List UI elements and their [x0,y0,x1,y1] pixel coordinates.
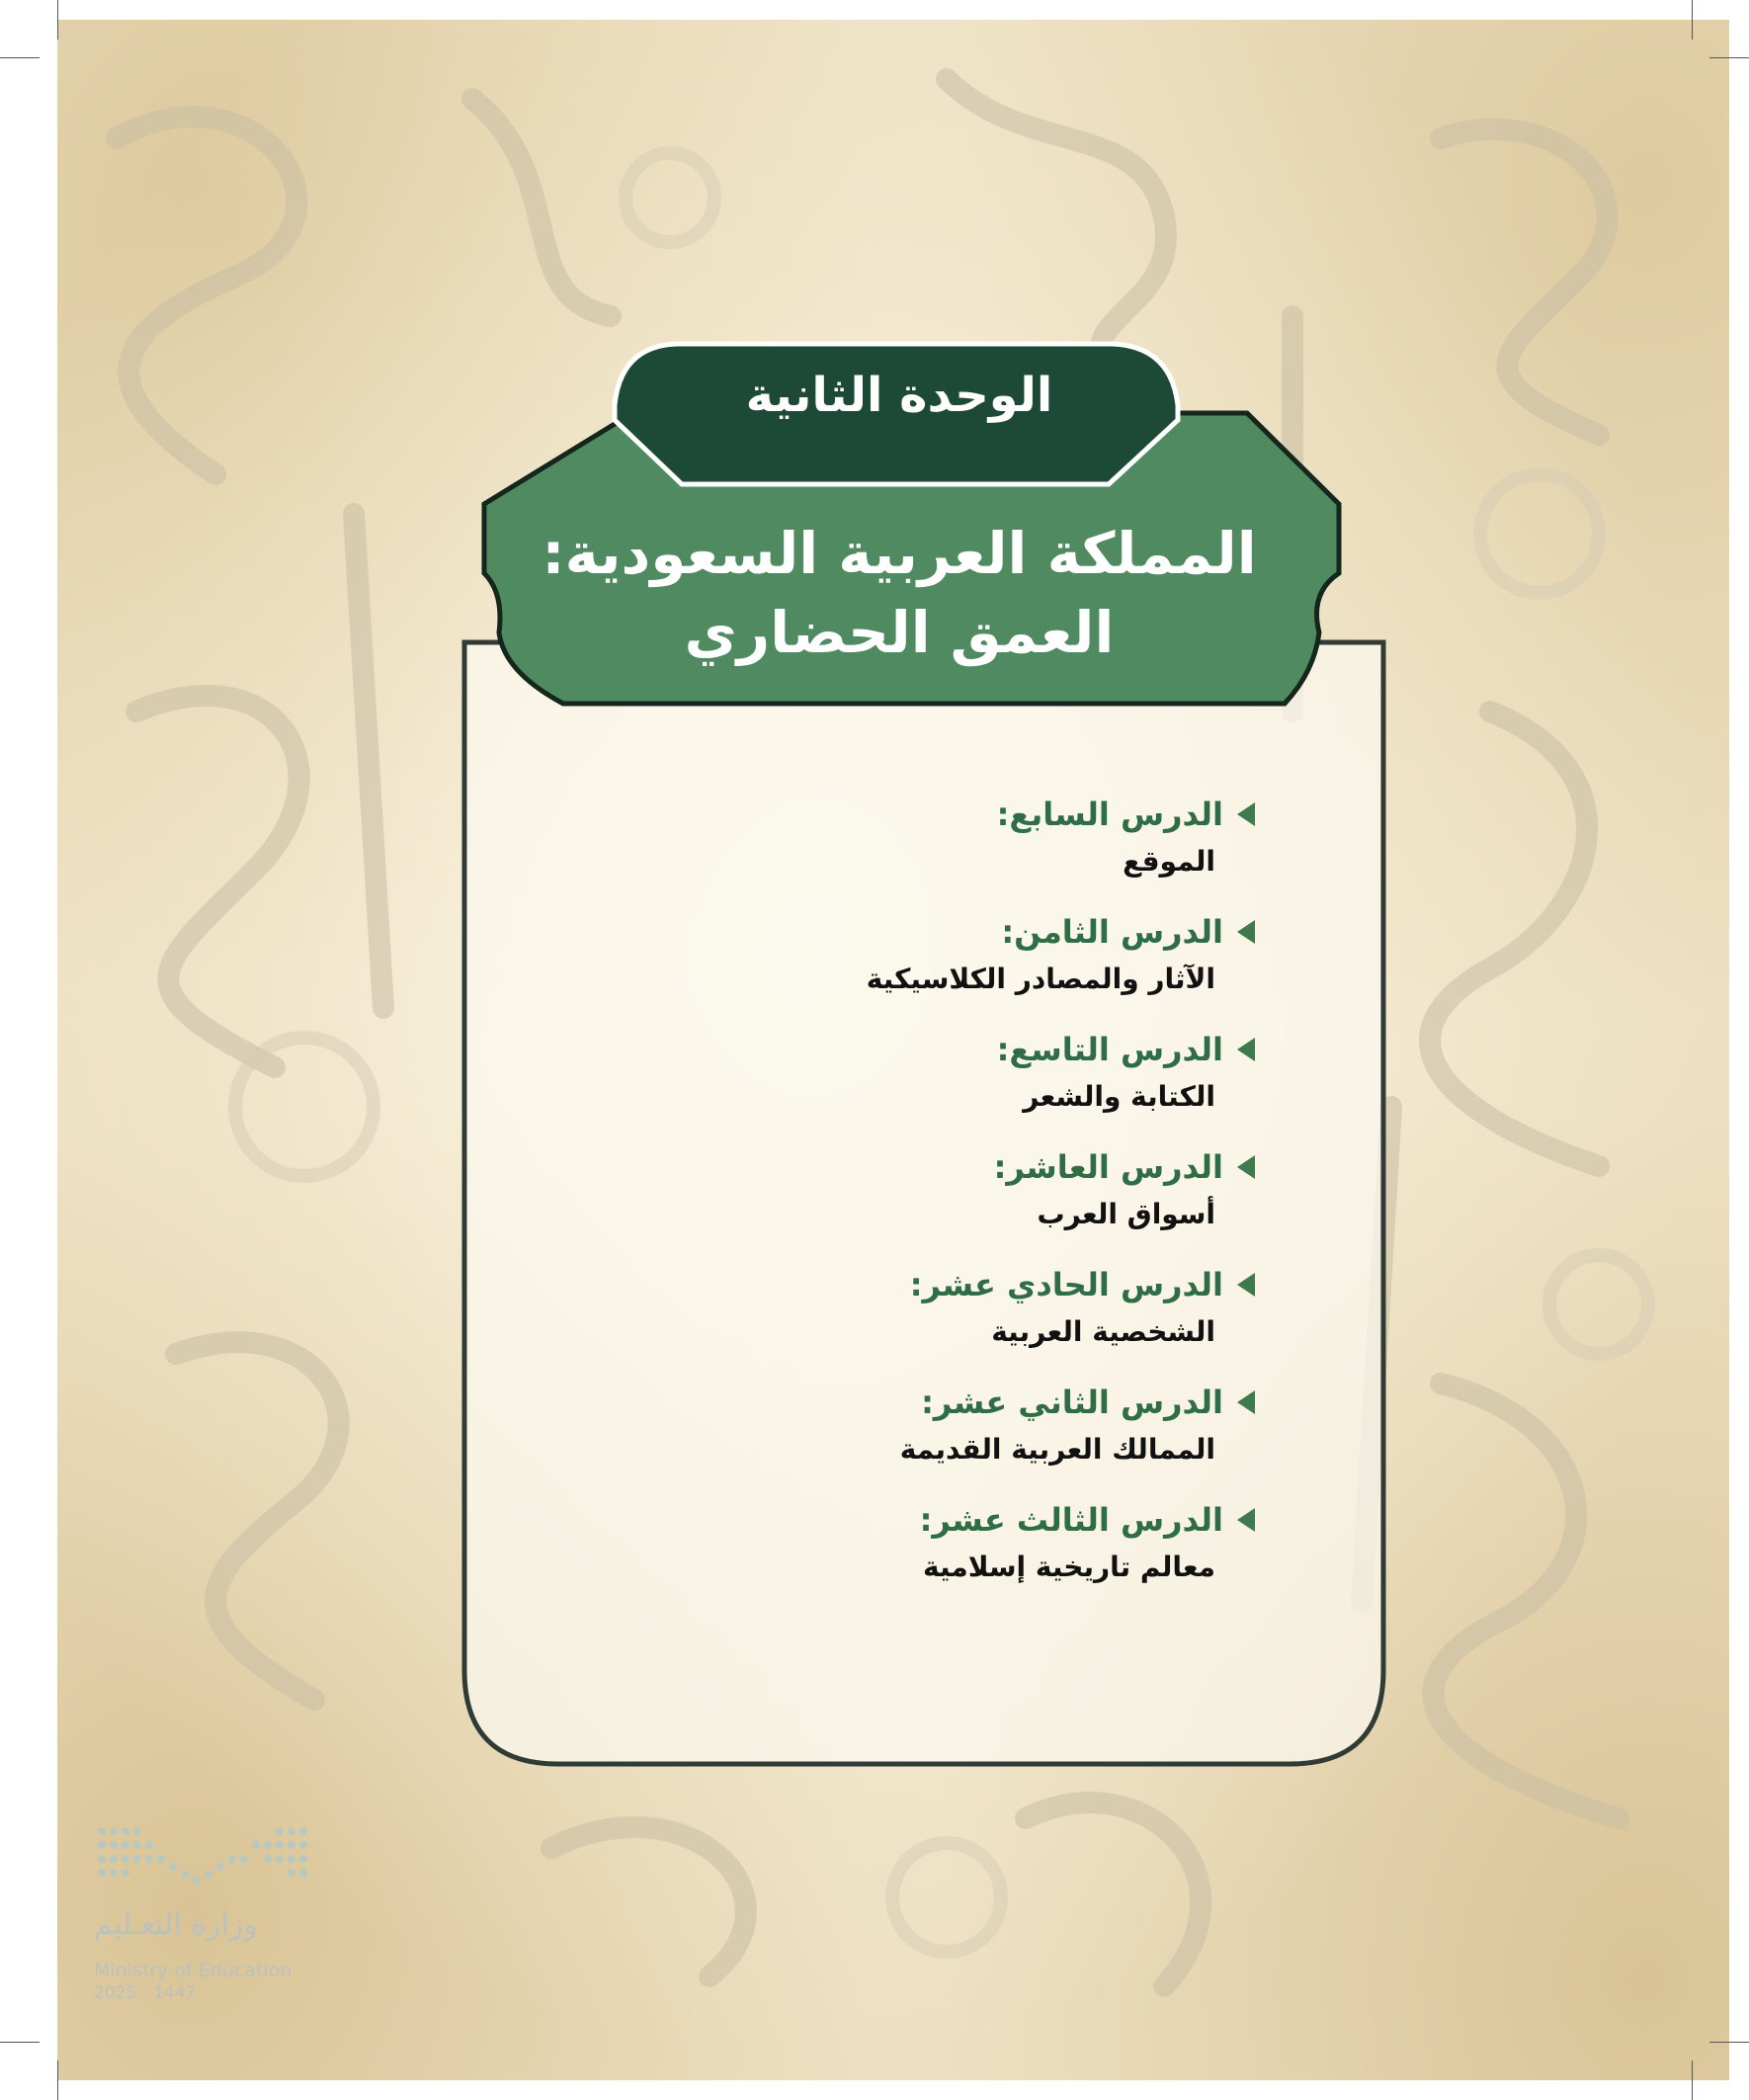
lesson-header [810,1148,1255,1186]
arrow-left-icon [1237,1508,1255,1532]
lesson-number: الدرس العاشر: [993,1148,1223,1186]
list-item[interactable] [810,1148,1255,1230]
lesson-number: الدرس الثالث عشر: [919,1501,1223,1539]
lesson-title: معالم تاريخية إسلامية [922,1551,1215,1583]
edition-year: 2025 - 1447 [94,1983,197,2003]
lesson-title: الشخصية العربية [991,1315,1215,1348]
lesson-number: الدرس الثاني عشر: [921,1384,1223,1421]
arrow-left-icon [1237,1038,1255,1061]
arrow-left-icon [1237,920,1255,944]
list-item[interactable] [810,796,1255,878]
lesson-number: الدرس التاسع: [996,1031,1223,1068]
list-item[interactable] [810,1384,1255,1466]
arrow-left-icon [1237,802,1255,826]
list-item[interactable] [810,913,1255,995]
arrow-left-icon [1237,1390,1255,1414]
unit-title-line1: المملكة العربية السعودية: [541,520,1257,587]
list-item[interactable] [810,1501,1255,1583]
lesson-title: الموقع [1123,845,1215,878]
ministry-logo-icon [94,1823,311,1902]
ministry-name-english: Ministry of Education [94,1960,292,1981]
lesson-number: الدرس السابع: [996,796,1223,833]
list-item[interactable] [810,1031,1255,1113]
lesson-title: أسواق العرب [1037,1198,1215,1230]
unit-main-title [474,514,1324,672]
unit-title-line2: العمق الحضاري [684,599,1115,666]
lesson-header [810,1501,1255,1539]
lesson-title: الآثار والمصادر الكلاسيكية [866,963,1215,995]
unit-label: الوحدة الثانية [745,368,1053,423]
ministry-name-arabic: وزارة التعـليم [94,1907,258,1942]
lesson-title: الممالك العربية القديمة [899,1433,1215,1466]
lesson-header [810,796,1255,833]
arrow-left-icon [1237,1273,1255,1297]
lessons-list [810,796,1255,1619]
lesson-header [810,1384,1255,1421]
lesson-number: الدرس الحادي عشر: [909,1266,1223,1303]
lesson-title: الكتابة والشعر [1023,1080,1215,1113]
lesson-header [810,913,1255,951]
ministry-logo [94,1823,331,2011]
lesson-number: الدرس الثامن: [1001,913,1223,951]
lesson-header [810,1031,1255,1068]
list-item[interactable] [810,1266,1255,1348]
arrow-left-icon [1237,1155,1255,1179]
lesson-header [810,1266,1255,1303]
